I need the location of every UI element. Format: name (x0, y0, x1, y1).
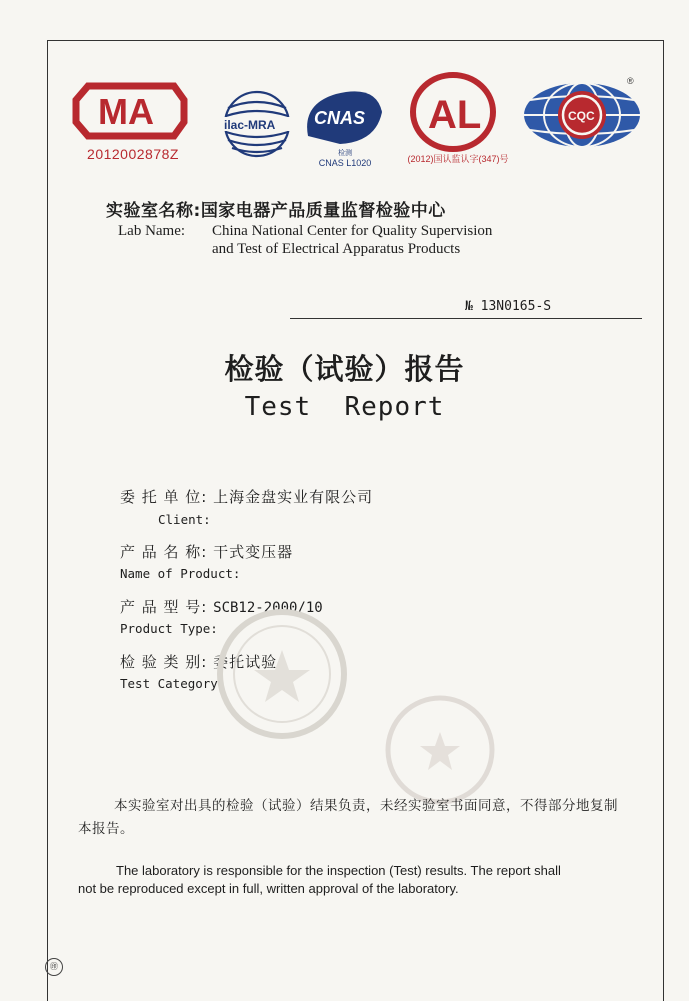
cma-logo (70, 78, 190, 144)
cnas-logo (300, 84, 386, 146)
field-value: 上海金盘实业有限公司 (213, 488, 374, 506)
svg-text:MA: MA (98, 91, 154, 132)
report-title-zh: 检验（试验）报告 (224, 352, 465, 386)
field-label-zh: 检 验 类 别: (120, 653, 208, 671)
cal-logo (408, 72, 498, 152)
field-label-zh: 产 品 名 称: (120, 543, 208, 561)
lab-label-zh: 实验室名称: (106, 201, 201, 221)
lab-name-en (118, 222, 492, 241)
embossed-seal (212, 604, 352, 744)
field-product-name (120, 541, 293, 562)
page-border (47, 40, 664, 1001)
cqc-globe-logo (520, 80, 644, 150)
field-client (120, 486, 373, 507)
lab-value-en-line1: China National Center for Quality Supervision (212, 223, 493, 239)
svg-text:CNAS: CNAS (314, 108, 366, 128)
field-value: 委托试验 (213, 653, 278, 671)
report-number: № 13N0165-S (465, 299, 552, 314)
lab-name-zh (106, 196, 446, 221)
field-label-en: Test Category: (120, 676, 226, 691)
field-value: SCB12-2000/10 (213, 600, 323, 616)
notice-zh: 本实验室对出具的检验（试验）结果负责，未经实验室书面同意，不得部分地复制本报告。 (78, 798, 618, 837)
lab-label-en: Lab Name: (118, 223, 186, 239)
cma-certificate-number: 2012002878Z (87, 146, 179, 162)
field-label-zh: 委 托 单 位: (120, 488, 208, 506)
registered-mark: ® (627, 76, 634, 86)
ilac-mra-logo (216, 86, 298, 166)
field-value: 干式变压器 (213, 543, 294, 561)
corner-stamp-icon: ㊞ (45, 958, 63, 976)
notice-en (78, 862, 648, 898)
lab-value-en-line2: and Test of Electrical Apparatus Products (212, 241, 461, 257)
report-number-underline (290, 318, 642, 319)
notice-en-line1: The laboratory is responsible for the inspection (Test) results. The report shall (116, 863, 561, 878)
lab-value-zh: 国家电器产品质量监督检验中心 (200, 201, 446, 221)
report-title-en: Test Report (244, 392, 445, 422)
field-label-zh: 产 品 型 号: (120, 598, 208, 616)
field-label-en: Name of Product: (120, 566, 241, 581)
faint-seal (380, 690, 500, 810)
field-label-en: Client: (158, 512, 211, 527)
cnas-accreditation-number: 检测 CNAS L1020 (318, 150, 372, 168)
svg-text:ilac-MRA: ilac-MRA (224, 118, 276, 132)
svg-text:CQC: CQC (568, 109, 595, 123)
svg-text:AL: AL (428, 93, 482, 137)
field-label-en: Product Type: (120, 621, 218, 636)
notice-en-line2: not be reproduced except in full, written approval of the laboratory. (78, 881, 459, 896)
cal-certificate-number: (2012)国认监认字(347)号 (407, 154, 509, 164)
